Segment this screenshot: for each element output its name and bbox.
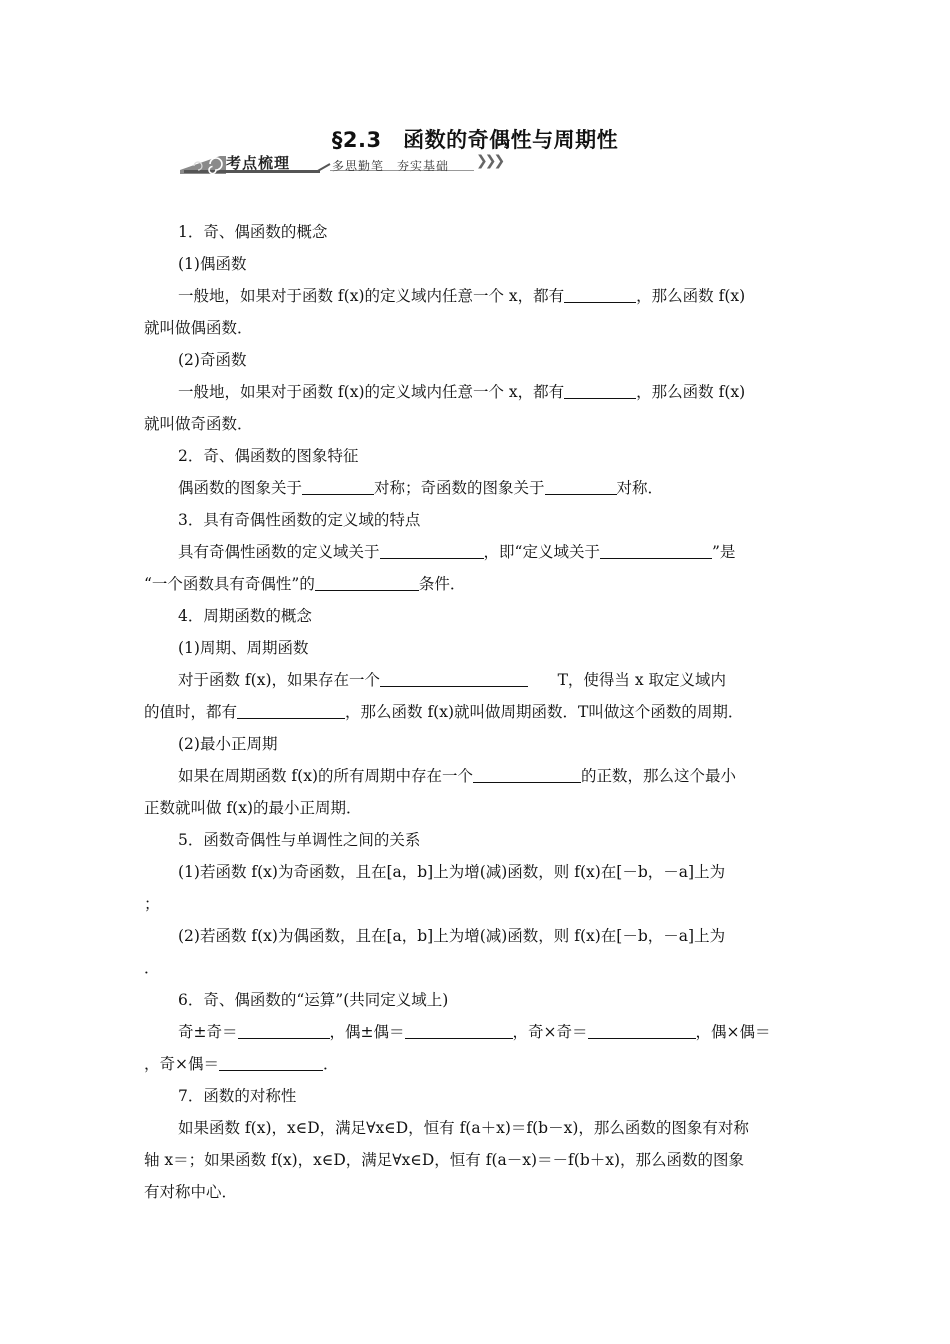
paragraph-line: 如果函数 f(x)，x∈D，满足∀x∈D，恒有 f(a＋x)＝f(b－x)，那么函数的图象有对称 bbox=[178, 1119, 749, 1137]
paragraph-line: “一个函数具有奇偶性”的 条件． bbox=[144, 568, 806, 600]
banner-subtitle: 多思勤笔 夯实基础 bbox=[332, 159, 450, 173]
heading-1: 1．奇、偶函数的概念 bbox=[178, 223, 328, 241]
fill-blank bbox=[564, 284, 636, 303]
fill-blank bbox=[545, 476, 617, 495]
heading-3: 3．具有奇偶性函数的定义域的特点 bbox=[178, 511, 421, 529]
paragraph-line: 偶函数的图象关于 对称；奇函数的图象关于 对称． bbox=[144, 472, 806, 504]
paragraph-line: ． bbox=[144, 959, 160, 977]
subheading-min-period: (2)最小正周期 bbox=[178, 735, 278, 753]
paragraph-line: ； bbox=[144, 895, 160, 913]
fill-blank bbox=[405, 1020, 513, 1039]
chevrons-icon: ❯❯❯ bbox=[476, 153, 503, 169]
fill-blank bbox=[600, 540, 712, 559]
subheading-period: (1)周期、周期函数 bbox=[178, 639, 309, 657]
fill-blank bbox=[237, 700, 345, 719]
paragraph-line: (1)若函数 f(x)为奇函数，且在[a，b]上为增(减)函数，则 f(x)在[－b，－a]上为 bbox=[178, 863, 726, 881]
paragraph-line: 一般地，如果对于函数 f(x)的定义域内任意一个 x，都有 ，那么函数 f(x) bbox=[144, 280, 806, 312]
paragraph-line: 就叫做奇函数． bbox=[144, 415, 253, 433]
fill-blank bbox=[302, 476, 374, 495]
fill-blank bbox=[380, 668, 528, 687]
document-body bbox=[144, 216, 806, 1208]
paragraph-line: 奇±奇＝ ，偶±偶＝ ，奇×奇＝ ，偶×偶＝ bbox=[144, 1016, 806, 1048]
fill-blank bbox=[473, 764, 581, 783]
paragraph-line: 轴 x＝；如果函数 f(x)，x∈D，满足∀x∈D，恒有 f(a－x)＝－f(b＋x)，那么函数的图象 bbox=[144, 1151, 745, 1169]
heading-2: 2．奇、偶函数的图象特征 bbox=[178, 447, 359, 465]
fill-blank bbox=[219, 1052, 323, 1071]
paragraph-line: 有对称中心． bbox=[144, 1183, 238, 1201]
fill-blank bbox=[380, 540, 484, 559]
page-title: §2.3 函数的奇偶性与周期性 bbox=[331, 128, 619, 152]
paragraph-line: 正数就叫做 f(x)的最小正周期． bbox=[144, 799, 362, 817]
heading-5: 5．函数奇偶性与单调性之间的关系 bbox=[178, 831, 421, 849]
paragraph-line: ，奇×偶＝ ． bbox=[144, 1048, 806, 1080]
paragraph-line: 一般地，如果对于函数 f(x)的定义域内任意一个 x，都有 ，那么函数 f(x) bbox=[144, 376, 806, 408]
paragraph-line: 就叫做偶函数． bbox=[144, 319, 253, 337]
banner-label: 考点梳理 bbox=[226, 154, 291, 172]
fill-blank bbox=[315, 572, 419, 591]
heading-4: 4．周期函数的概念 bbox=[178, 607, 312, 625]
heading-6: 6．奇、偶函数的“运算”(共同定义域上) bbox=[178, 991, 449, 1009]
paragraph-line: 对于函数 f(x)，如果存在一个 T，使得当 x 取定义域内 bbox=[144, 664, 806, 696]
fill-blank bbox=[564, 380, 636, 399]
fill-blank bbox=[588, 1020, 696, 1039]
heading-7: 7．函数的对称性 bbox=[178, 1087, 297, 1105]
paragraph-line: (2)若函数 f(x)为偶函数，且在[a，b]上为增(减)函数，则 f(x)在[－b，－a]上为 bbox=[178, 927, 726, 945]
paragraph-line: 具有奇偶性函数的定义域关于 ，即“定义域关于 ”是 bbox=[144, 536, 806, 568]
paragraph-line: 如果在周期函数 f(x)的所有周期中存在一个 的正数，那么这个最小 bbox=[144, 760, 806, 792]
paragraph-line: 的值时，都有 ，那么函数 f(x)就叫做周期函数．T叫做这个函数的周期． bbox=[144, 696, 806, 728]
section-banner bbox=[180, 148, 510, 178]
subheading-odd: (2)奇函数 bbox=[178, 351, 247, 369]
subheading-even: (1)偶函数 bbox=[178, 255, 247, 273]
fill-blank bbox=[238, 1020, 330, 1039]
